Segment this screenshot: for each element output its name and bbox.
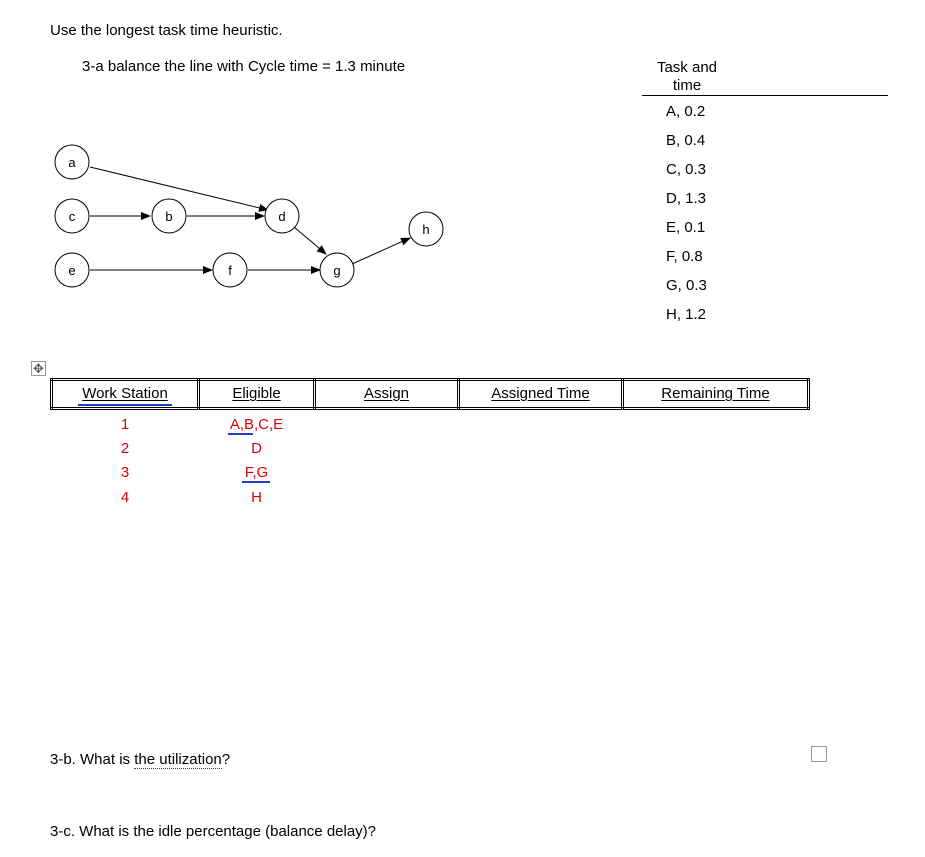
table-col-divider bbox=[807, 378, 810, 410]
node-d bbox=[265, 199, 299, 233]
part-b-prefix: 3-b. What is bbox=[50, 751, 135, 768]
header-eligible-label: Eligible bbox=[232, 385, 281, 402]
header-remaining-time-label: Remaining Time bbox=[661, 385, 770, 402]
table-top-border bbox=[50, 378, 810, 381]
part-a-instruction: 3-a balance the line with Cycle time = 1.3 minute bbox=[82, 58, 406, 75]
station-number: 4 bbox=[120, 489, 130, 506]
node-a-label: a bbox=[68, 155, 76, 170]
node-a bbox=[55, 145, 89, 179]
table-header-border bbox=[50, 407, 810, 410]
precedence-diagram bbox=[0, 0, 925, 360]
node-e-label: e bbox=[68, 263, 76, 278]
task-item: B, 0.4 bbox=[666, 132, 706, 149]
part-b-suffix: ? bbox=[221, 751, 231, 768]
station-number: 2 bbox=[120, 440, 130, 457]
station-number: 1 bbox=[120, 416, 130, 433]
heuristic-instruction: Use the longest task time heuristic. bbox=[50, 22, 283, 39]
part-c-question: 3-c. What is the idle percentage (balance delay)? bbox=[50, 823, 377, 840]
node-f bbox=[213, 253, 247, 287]
spellcheck-underline bbox=[228, 433, 253, 435]
node-c-label: c bbox=[68, 209, 76, 224]
node-g-label: g bbox=[333, 263, 341, 278]
task-item: C, 0.3 bbox=[666, 161, 707, 178]
header-assign-label: Assign bbox=[363, 385, 410, 402]
node-e bbox=[55, 253, 89, 287]
station-number: 3 bbox=[120, 464, 130, 481]
node-d-label: d bbox=[278, 209, 286, 224]
node-g bbox=[320, 253, 354, 287]
header-assigned-time bbox=[460, 385, 621, 407]
table-move-handle-icon[interactable]: ✥ bbox=[31, 361, 46, 376]
header-assign bbox=[316, 385, 457, 407]
node-h-label: h bbox=[422, 222, 430, 237]
eligible-tasks: D bbox=[251, 440, 262, 457]
node-b bbox=[152, 199, 186, 233]
header-remaining-time bbox=[624, 385, 807, 407]
task-item: A, 0.2 bbox=[666, 103, 706, 120]
header-highlight-underline bbox=[78, 404, 172, 406]
task-header-line2: time bbox=[672, 77, 702, 94]
header-eligible bbox=[200, 385, 313, 407]
header-work-station-label: Work Station bbox=[82, 385, 168, 402]
part-b-question bbox=[50, 751, 230, 768]
eligible-tasks: F,G bbox=[244, 464, 269, 481]
node-f-label: f bbox=[228, 263, 232, 278]
eligible-tasks: A,B,C,E bbox=[229, 416, 284, 433]
node-c bbox=[55, 199, 89, 233]
node-b-label: b bbox=[165, 209, 173, 224]
task-item: E, 0.1 bbox=[666, 219, 706, 236]
task-item: F, 0.8 bbox=[666, 248, 703, 265]
task-item: D, 1.3 bbox=[666, 190, 707, 207]
task-item: G, 0.3 bbox=[666, 277, 707, 294]
edge-d-g bbox=[294, 227, 326, 254]
header-assigned-time-label: Assigned Time bbox=[491, 385, 590, 402]
checkbox-icon[interactable] bbox=[811, 746, 827, 762]
eligible-tasks: H bbox=[251, 489, 262, 506]
part-b-utilization-link[interactable]: the utilization bbox=[134, 751, 222, 768]
edge-g-h bbox=[352, 238, 410, 264]
node-h bbox=[409, 212, 443, 246]
task-item: H, 1.2 bbox=[666, 306, 707, 323]
spellcheck-underline bbox=[242, 481, 270, 483]
task-header-line1: Task and bbox=[656, 59, 718, 76]
